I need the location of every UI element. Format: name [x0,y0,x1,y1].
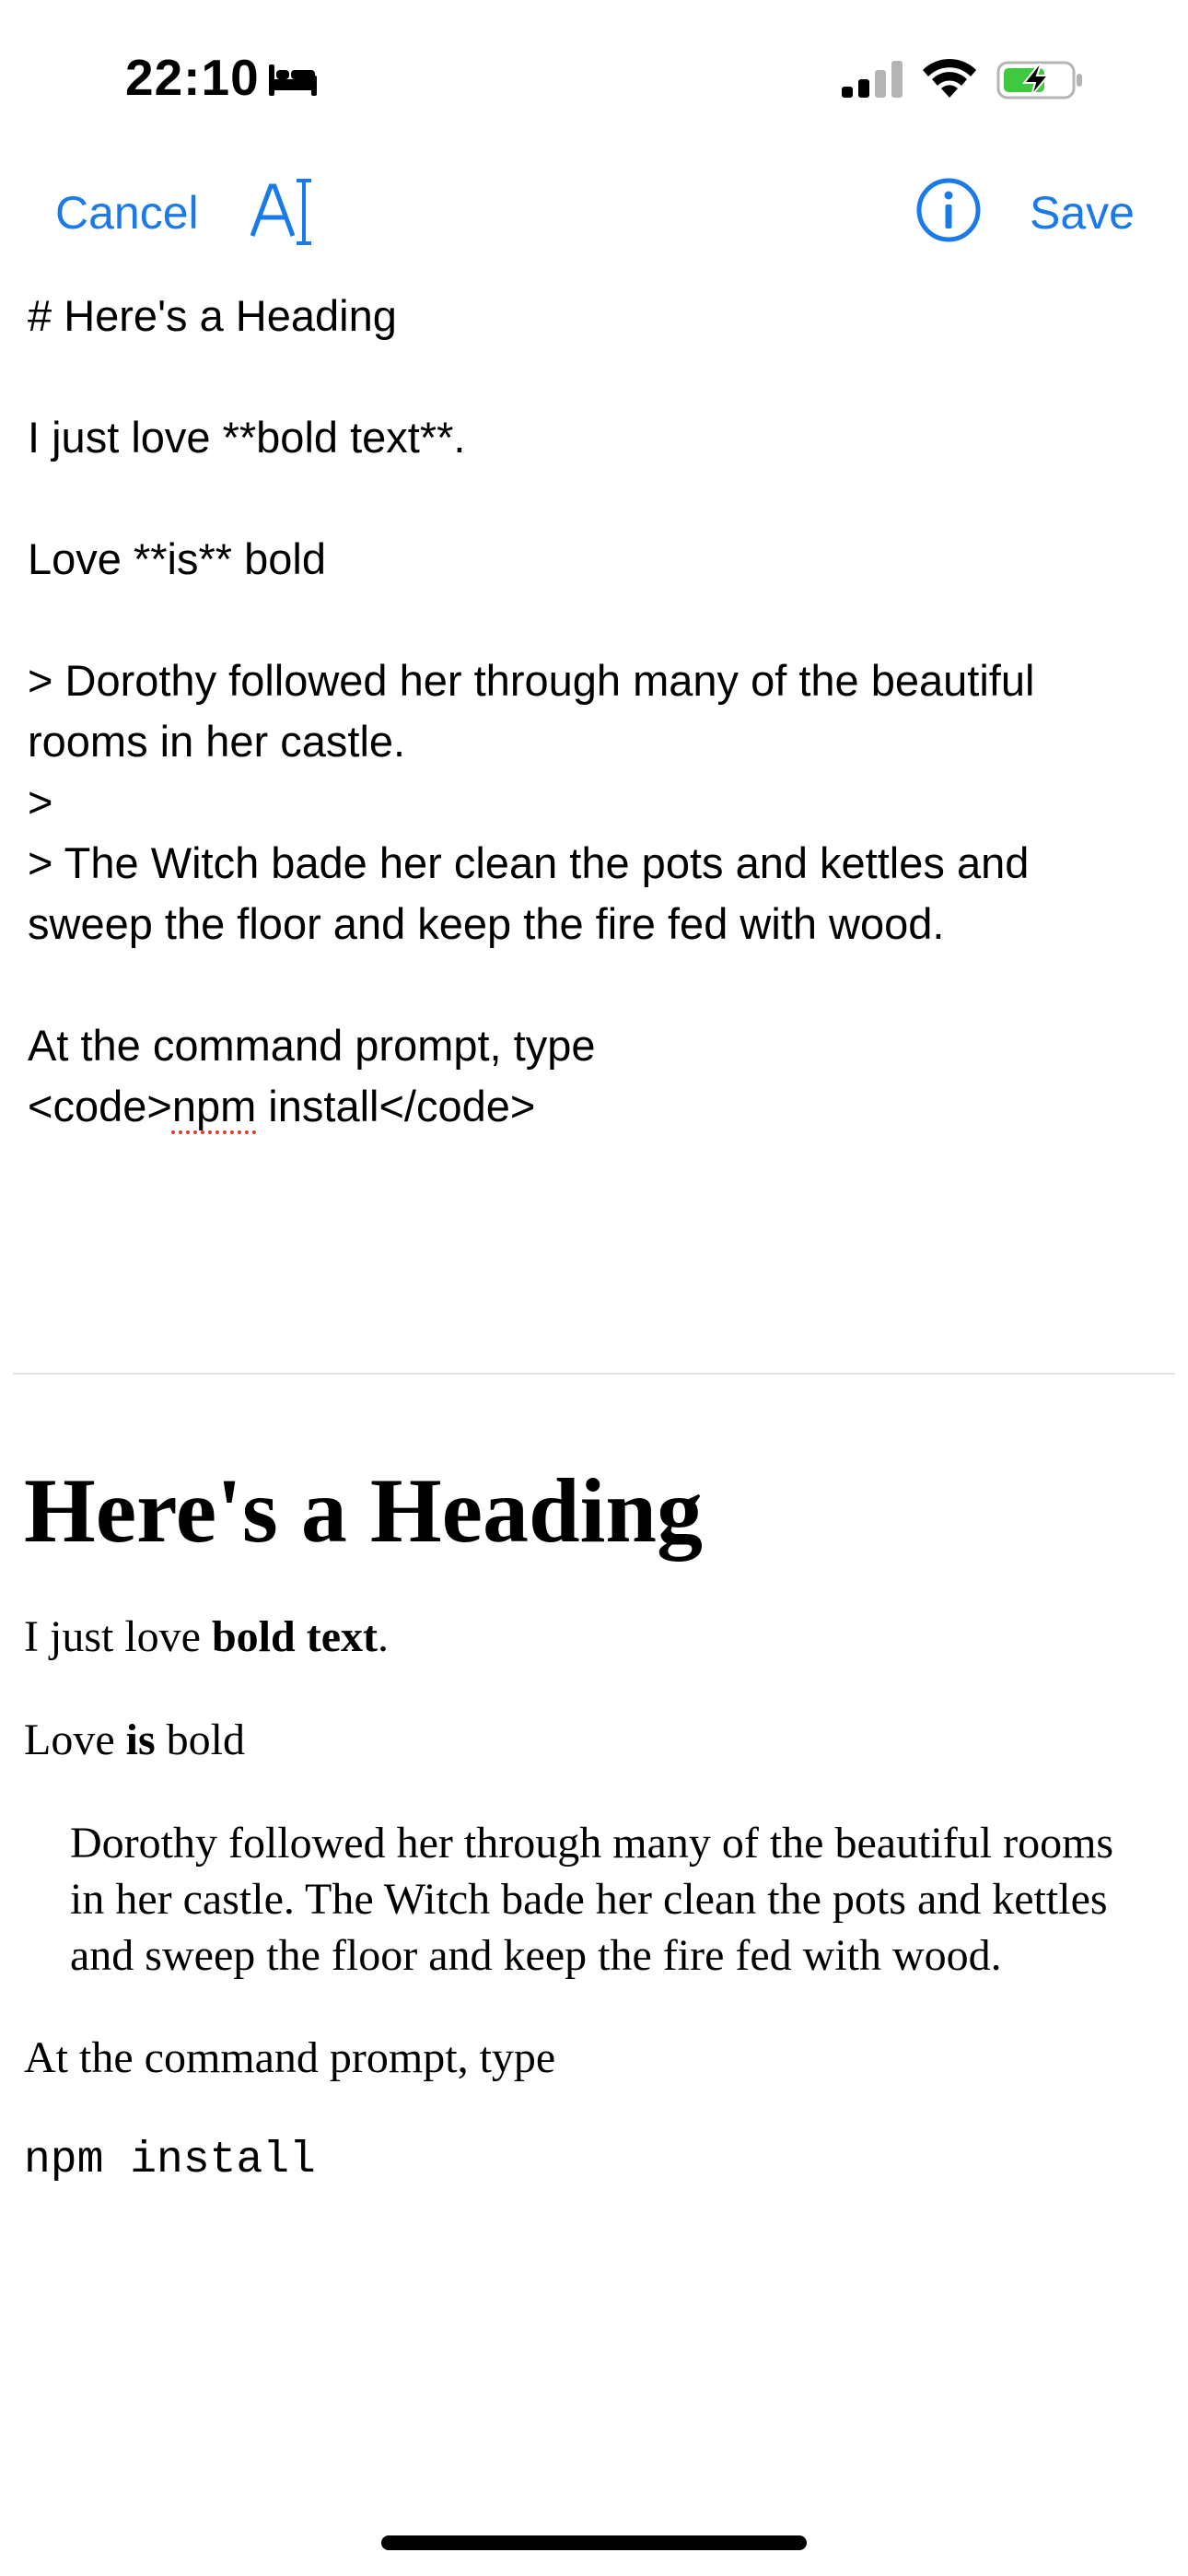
status-bar [0,0,1188,157]
editor-line: > [28,778,53,826]
editor-line: > The Witch bade her clean the pots and kettles and [28,838,1030,887]
editor-line: At the command prompt, type [28,1021,596,1070]
battery-charging-icon [996,59,1085,101]
home-indicator[interactable] [381,2535,807,2550]
cancel-button[interactable]: Cancel [55,187,199,239]
editor-line: > Dorothy followed her through many of the beautiful [28,656,1035,705]
editor-line [28,590,1170,650]
markdown-editor[interactable] [28,286,1170,1137]
text-format-icon[interactable] [249,175,315,249]
editor-line: rooms in her castle. [28,717,406,766]
preview-bold-text: is [125,1715,156,1764]
preview-code-block: npm install [24,2136,316,2185]
misspelled-word[interactable]: npm [171,1082,257,1130]
cellular-signal-icon [840,61,904,100]
preview-bold-text: bold text [211,1612,378,1661]
code-close-text: install</code> [256,1082,536,1130]
nav-bar [0,157,1188,267]
editor-line: sweep the floor and keep the fire fed with wood. [28,899,945,948]
divider [13,1373,1175,1375]
preview-text: Love [24,1715,126,1764]
status-time: 22:10 [125,49,260,106]
preview-blockquote: Dorothy followed her through many of the beautiful rooms in her castle. The Witch bade her clean the pots and kettles and sweep the floor and keep the fire fed with wood. [70,1819,1114,1980]
code-open-tag: <code> [28,1082,172,1130]
editor-line: I just love **bold text**. [28,413,466,462]
preview-text: I just love [24,1612,212,1661]
editor-code-line [28,1076,1170,1137]
preview-text: bold [155,1715,245,1764]
editor-line [28,468,1170,529]
save-button[interactable]: Save [1030,187,1135,239]
preview-text: . [377,1612,389,1661]
preview-paragraph: At the command prompt, type [24,2033,556,2082]
info-icon[interactable] [915,177,982,243]
editor-line [28,954,1170,1015]
bed-icon [267,61,319,98]
markdown-preview [24,1456,1166,2188]
preview-heading: Here's a Heading [24,1459,704,1562]
editor-line: # Here's a Heading [28,291,397,340]
preview-paragraph [24,1712,1166,1769]
editor-line: Love **is** bold [28,534,326,583]
editor-line [28,346,1170,407]
preview-paragraph [24,1609,1166,1666]
wifi-icon [921,57,978,100]
